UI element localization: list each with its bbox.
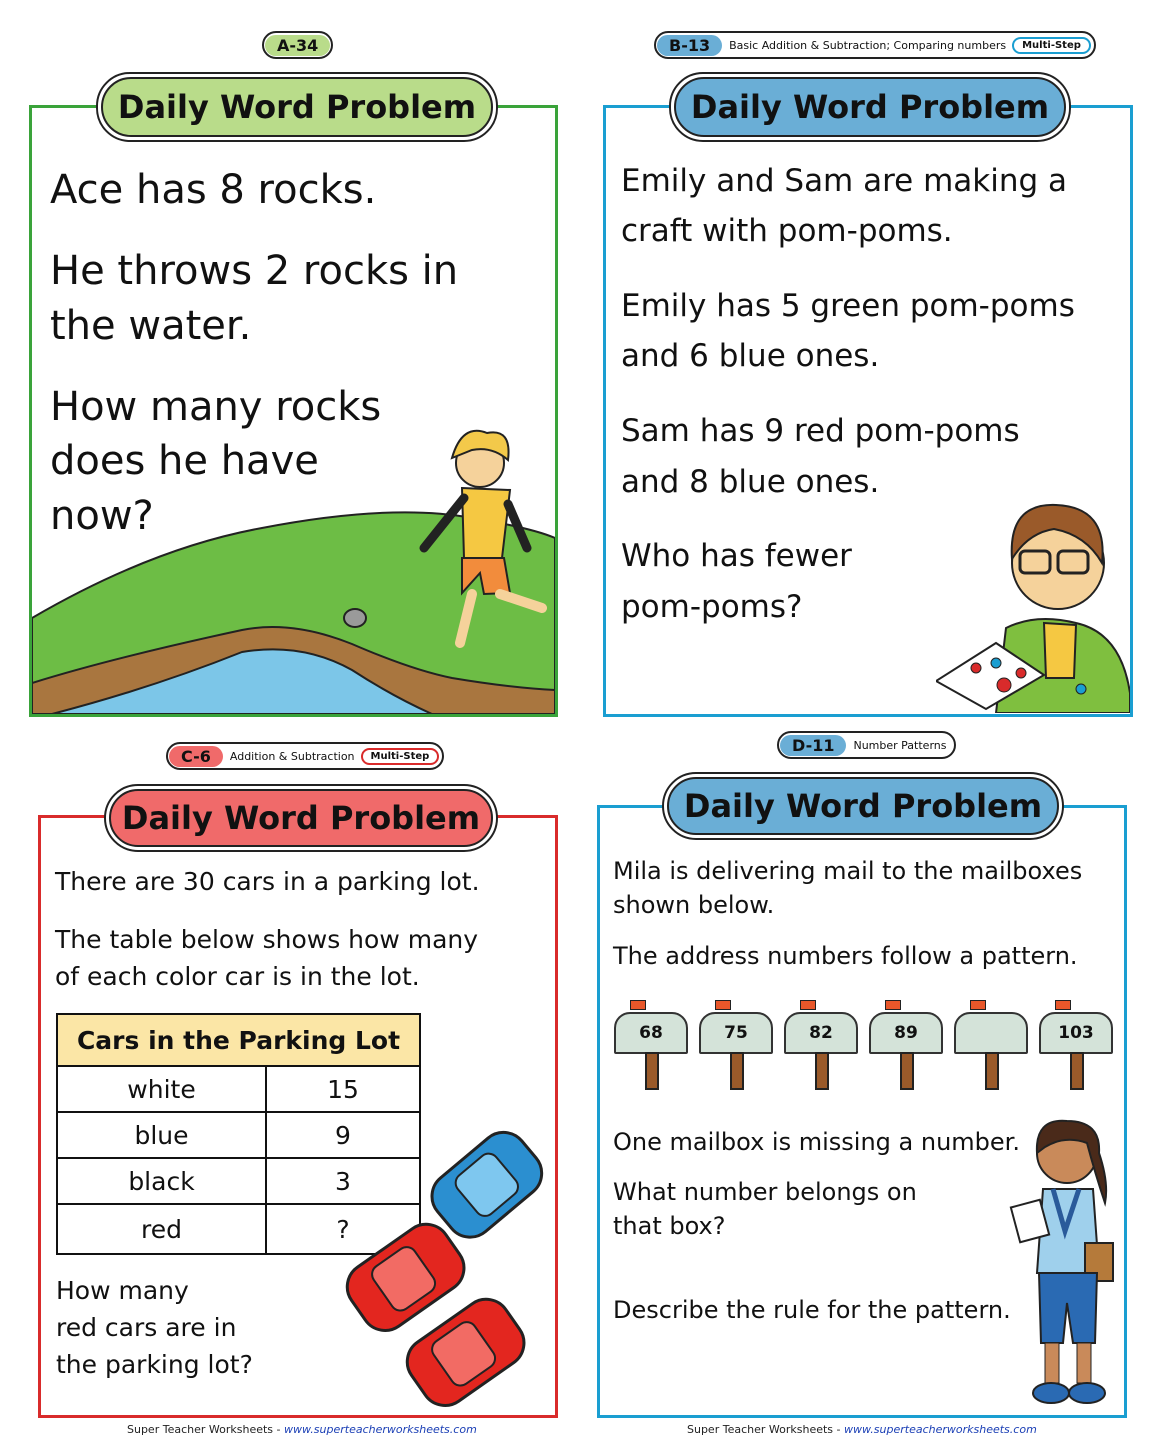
card-a-line-1: Ace has 8 rocks. <box>50 167 377 213</box>
mailbox <box>1039 1000 1111 1090</box>
footer-right <box>687 1423 1037 1436</box>
mailbox-number: 82 <box>809 1023 833 1043</box>
card-a-line-4: How many rocks <box>50 384 382 430</box>
footer-url-link[interactable]: www.superteacherworksheets.com <box>844 1423 1037 1436</box>
mailbox-body <box>699 1012 773 1054</box>
card-b-line-6: and 8 blue ones. <box>621 464 880 500</box>
card-c-line-4: How many <box>56 1276 189 1305</box>
mailbox-post <box>730 1052 744 1090</box>
mailbox-body <box>784 1012 858 1054</box>
card-d-line-5: What number belongs on <box>613 1178 917 1206</box>
card-b-line-5: Sam has 9 red pom-poms <box>621 413 1020 449</box>
mailbox-number: 103 <box>1058 1023 1094 1043</box>
card-b-title: Daily Word Problem <box>674 77 1066 137</box>
card-c-title-banner <box>104 784 498 852</box>
mailbox-post <box>900 1052 914 1090</box>
card-d-line-1: Mila is delivering mail to the mailboxes <box>613 857 1083 885</box>
mailbox-missing <box>954 1000 1026 1090</box>
table-cell-count: 3 <box>266 1158 420 1204</box>
code-label-a: A-34 <box>265 35 330 56</box>
mailbox <box>784 1000 856 1090</box>
mailbox-body <box>1039 1012 1113 1054</box>
card-c-line-5: red cars are in <box>56 1313 237 1342</box>
card-c <box>38 815 558 1418</box>
card-a-title-banner <box>96 72 498 142</box>
mailbox-post <box>645 1052 659 1090</box>
mailbox-body <box>614 1012 688 1054</box>
card-a <box>29 105 558 717</box>
code-badge-d <box>777 731 956 759</box>
boy-with-pom-poms-illustration <box>936 463 1130 713</box>
code-label-d: D-11 <box>780 735 846 756</box>
card-d-title-banner <box>662 772 1064 840</box>
card-b-line-1: Emily and Sam are making a <box>621 163 1068 199</box>
topic-label-d: Number Patterns <box>853 738 947 752</box>
card-b-line-2: craft with pom-poms. <box>621 213 953 249</box>
girl-mail-carrier-illustration <box>1005 1113 1120 1413</box>
code-label-c: C-6 <box>169 746 223 767</box>
card-b <box>603 105 1133 717</box>
table-cell-count: ? <box>266 1204 420 1254</box>
card-c-line-3: of each color car is in the lot. <box>55 962 420 991</box>
card-a-line-6: now? <box>50 493 154 539</box>
footer-brand: Super Teacher Worksheets - <box>687 1423 844 1436</box>
card-d-line-4: One mailbox is missing a number. <box>613 1128 1020 1156</box>
card-d-line-2: shown below. <box>613 891 775 919</box>
table-cell-color: black <box>57 1158 266 1204</box>
card-d-line-6: that box? <box>613 1212 726 1240</box>
card-d-line-3: The address numbers follow a pattern. <box>613 942 1078 970</box>
card-b-title-banner <box>669 72 1071 142</box>
cars-illustration <box>333 1118 555 1410</box>
footer-url-link[interactable]: www.superteacherworksheets.com <box>284 1423 477 1436</box>
boy-throwing-rocks-illustration <box>32 408 555 714</box>
code-badge-a <box>262 31 333 59</box>
footer-brand: Super Teacher Worksheets - <box>127 1423 284 1436</box>
mailbox <box>699 1000 771 1090</box>
mailbox-flag <box>970 1000 986 1010</box>
card-a-title: Daily Word Problem <box>101 77 493 137</box>
card-d-line-7: Describe the rule for the pattern. <box>613 1296 1011 1324</box>
card-b-line-4: and 6 blue ones. <box>621 338 880 374</box>
card-a-line-3: the water. <box>50 303 252 349</box>
mailbox-post <box>815 1052 829 1090</box>
card-d-title: Daily Word Problem <box>667 777 1059 835</box>
table-row <box>57 1066 420 1112</box>
mailbox-number: 68 <box>639 1023 663 1043</box>
table-cell-color: red <box>57 1204 266 1254</box>
mailbox-flag <box>1055 1000 1071 1010</box>
card-b-line-7: Who has fewer <box>621 538 852 574</box>
mailbox-flag <box>885 1000 901 1010</box>
table-cell-count: 9 <box>266 1112 420 1158</box>
mailbox-number: 89 <box>894 1023 918 1043</box>
code-badge-b <box>654 31 1096 59</box>
topic-label-b: Basic Addition & Subtraction; Comparing numbers <box>729 38 1007 52</box>
mailbox <box>869 1000 941 1090</box>
card-c-line-1: There are 30 cars in a parking lot. <box>55 867 480 896</box>
multi-step-badge-c: Multi-Step <box>361 748 440 765</box>
code-label-b: B-13 <box>657 35 722 56</box>
mailbox-flag <box>630 1000 646 1010</box>
mailbox-number: 75 <box>724 1023 748 1043</box>
card-c-line-6: the parking lot? <box>56 1350 253 1379</box>
mailbox <box>614 1000 686 1090</box>
card-a-line-2: He throws 2 rocks in <box>50 248 459 294</box>
mailbox-flag <box>715 1000 731 1010</box>
card-c-title: Daily Word Problem <box>109 789 493 847</box>
mailbox-flag <box>800 1000 816 1010</box>
card-a-line-5: does he have <box>50 438 319 484</box>
table-cell-color: blue <box>57 1112 266 1158</box>
table-cell-count: 15 <box>266 1066 420 1112</box>
mailbox-post <box>1070 1052 1084 1090</box>
mailbox-row <box>614 1000 1114 1090</box>
table-cell-color: white <box>57 1066 266 1112</box>
mailbox-body <box>869 1012 943 1054</box>
card-b-line-8: pom-poms? <box>621 589 803 625</box>
card-c-line-2: The table below shows how many <box>55 925 479 954</box>
mailbox-post <box>985 1052 999 1090</box>
footer-left <box>127 1423 477 1436</box>
mailbox-body <box>954 1012 1028 1054</box>
card-b-line-3: Emily has 5 green pom-poms <box>621 288 1075 324</box>
multi-step-badge-b: Multi-Step <box>1012 37 1091 54</box>
card-d <box>597 805 1127 1418</box>
cars-table-title: Cars in the Parking Lot <box>57 1014 420 1066</box>
topic-label-c: Addition & Subtraction <box>229 749 355 763</box>
code-badge-c <box>166 742 444 770</box>
